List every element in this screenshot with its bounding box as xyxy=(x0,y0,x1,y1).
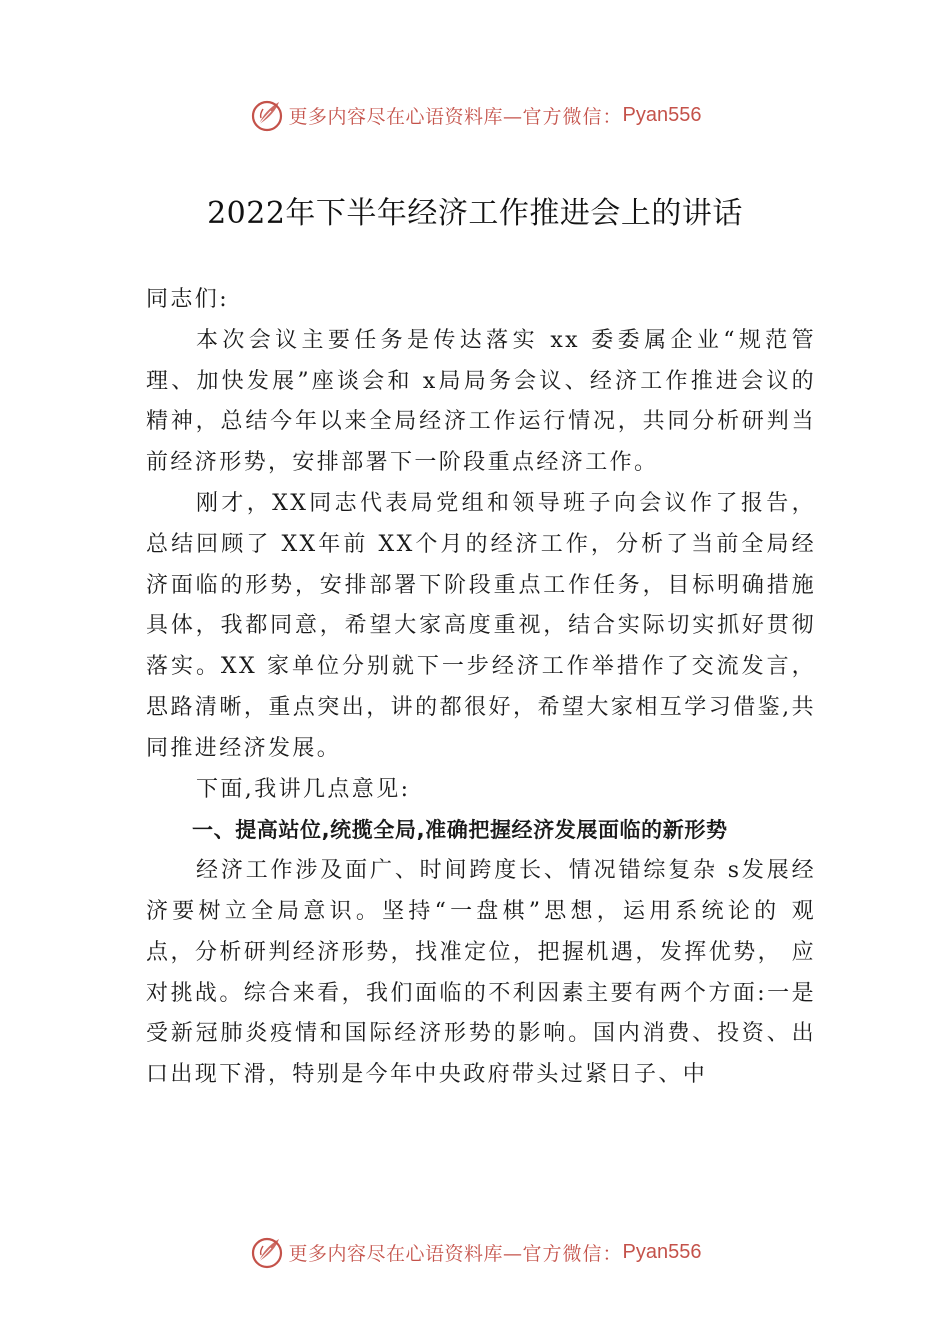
body-paragraph: 经济工作涉及面广、时间跨度长、情况错综复杂 s发展经济要树立全局意识。坚持“一盘棋”思想，运用系统论的 观点，分析研判经济形势，找准定位，把握机遇，发挥优势， 应对挑战。综合来看，我们面临的不利因素主要有两个方面:一是受新冠肺炎疫情和国际经济形势的影响。国内消费、投资、出口出现下滑，特别是今年中央政府带头过紧日子、中 xyxy=(146,858,816,1088)
feather-quill-logo-icon xyxy=(249,97,285,133)
watermark-brand-text: 更多内容尽在心语资料库— xyxy=(288,105,523,128)
section-heading: 一、提高站位,统揽全局,准确把握经济发展面临的新形势 xyxy=(192,818,728,843)
salutation: 同志们: xyxy=(146,287,230,312)
watermark-brand-text: 更多内容尽在心语资料库— xyxy=(288,1242,523,1265)
document-body xyxy=(146,280,816,1096)
watermark-banner-bottom xyxy=(0,1232,950,1272)
watermark-wechat-id: Pyan556 xyxy=(622,103,702,126)
feather-quill-logo-icon xyxy=(249,1234,285,1270)
watermark-wechat-id: Pyan556 xyxy=(622,1240,702,1263)
body-paragraph: 本次会议主要任务是传达落实 xx 委委属企业“规范管理、加快发展”座谈会和 x局局务会议、经济工作推进会议的精神，总结今年以来全局经济工作运行情况，共同分析研判当前经济形势，安排部署下一阶段重点经济工作。 xyxy=(146,327,816,476)
body-paragraph: 下面,我讲几点意见: xyxy=(196,776,411,802)
body-paragraph: 刚才，XX同志代表局党组和领导班子向会议作了报告，总结回顾了 XX年前 XX个月的经济工作，分析了当前全局经济面临的形势，安排部署下阶段重点工作任务，目标明确措施具体，我都同意，希望大家高度重视，结合实际切实抓好贯彻落实。XX 家单位分别就下一步经济工作举措作了交流发言，思路清晰，重点突出，讲的都很好，希望大家相互学习借鉴,共同推进经济发展。 xyxy=(146,490,816,761)
watermark-wechat-label: 官方微信： xyxy=(522,105,623,128)
watermark-wechat-label: 官方微信： xyxy=(522,1242,623,1265)
document-title: 2022年下半年经济工作推进会上的讲话 xyxy=(207,196,743,231)
watermark-banner-top xyxy=(0,95,950,135)
